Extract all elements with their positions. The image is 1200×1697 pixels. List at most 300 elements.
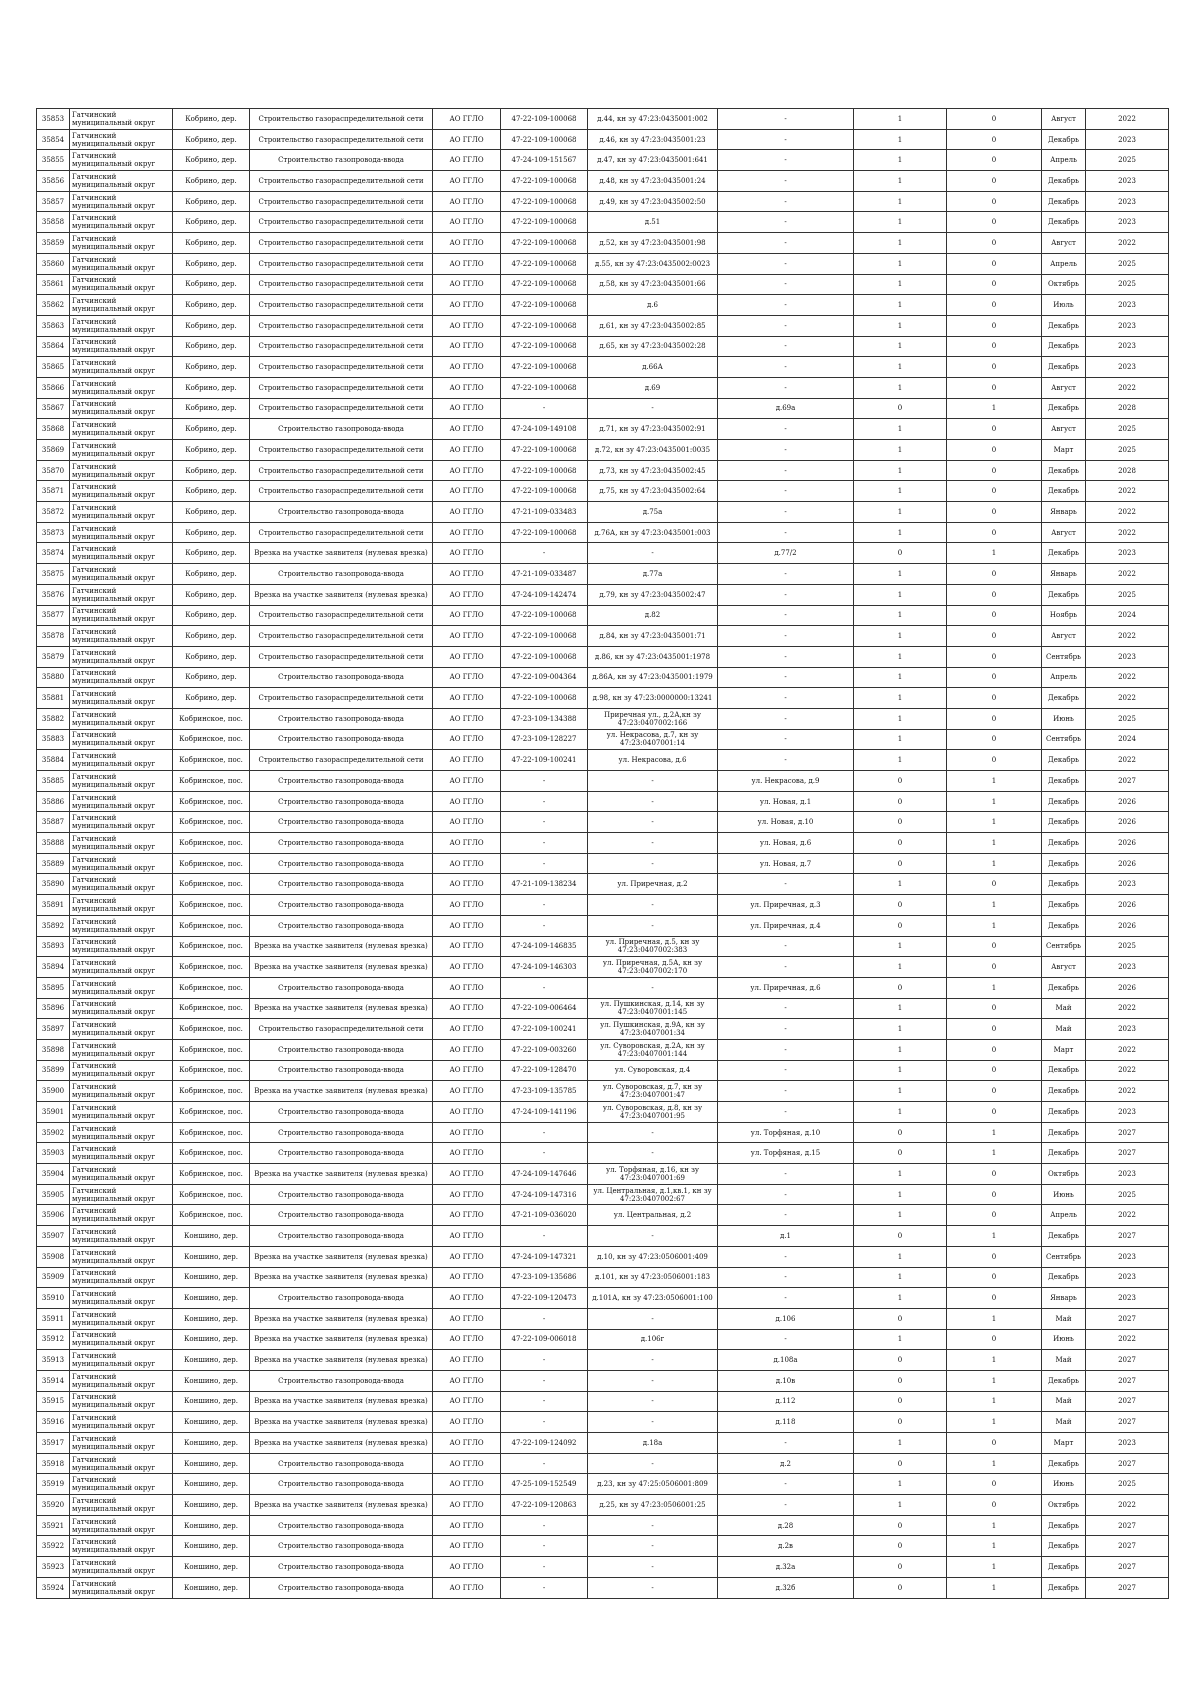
- cell-settlement: Коншино, дер.: [173, 1433, 250, 1454]
- cell-settlement: Кобрино, дер.: [173, 274, 250, 295]
- cell-organization: АО ГГЛО: [433, 833, 501, 854]
- cell-work-type: Врезка на участке заявителя (нулевая врезка): [250, 1246, 433, 1267]
- cell-address-with-cadastre: -: [588, 915, 718, 936]
- cell-application-number: 47-22-109-100068: [501, 109, 588, 130]
- cell-planned-address: д.108а: [718, 1350, 854, 1371]
- table-row: [37, 729, 1169, 750]
- table-row: [37, 460, 1169, 481]
- cell-row-number: 35854: [37, 129, 70, 150]
- cell-row-number: 35905: [37, 1184, 70, 1205]
- cell-month: Декабрь: [1042, 874, 1086, 895]
- cell-row-number: 35922: [37, 1536, 70, 1557]
- cell-organization: АО ГГЛО: [433, 398, 501, 419]
- table-row: [37, 667, 1169, 688]
- cell-work-type: Врезка на участке заявителя (нулевая врезка): [250, 1308, 433, 1329]
- cell-address-with-cadastre: д.58, кн зу 47:23:0435001:66: [588, 274, 718, 295]
- cell-municipality: Гатчинский муниципальный округ: [70, 708, 173, 729]
- cell-planned-address: -: [718, 233, 854, 254]
- cell-address-with-cadastre: д.79, кн зу 47:23:0435002:47: [588, 584, 718, 605]
- cell-planned-address: д.2в: [718, 1536, 854, 1557]
- cell-address-with-cadastre: д.49, кн зу 47:23:0435002:50: [588, 191, 718, 212]
- cell-municipality: Гатчинский муниципальный округ: [70, 874, 173, 895]
- cell-address-with-cadastre: д.47, кн зу 47:23:0435001:641: [588, 150, 718, 171]
- table-row: [37, 1060, 1169, 1081]
- cell-row-number: 35904: [37, 1164, 70, 1185]
- cell-count-planned: 0: [947, 460, 1042, 481]
- cell-application-number: 47-22-109-120473: [501, 1288, 588, 1309]
- cell-organization: АО ГГЛО: [433, 874, 501, 895]
- cell-count-connected: 0: [854, 771, 947, 792]
- cell-count-planned: 0: [947, 357, 1042, 378]
- cell-work-type: Строительство газопровода-ввода: [250, 1288, 433, 1309]
- cell-municipality: Гатчинский муниципальный округ: [70, 1453, 173, 1474]
- cell-application-number: -: [501, 1122, 588, 1143]
- cell-work-type: Строительство газораспределительной сети: [250, 253, 433, 274]
- cell-municipality: Гатчинский муниципальный округ: [70, 584, 173, 605]
- cell-work-type: Строительство газопровода-ввода: [250, 1102, 433, 1123]
- cell-count-connected: 1: [854, 522, 947, 543]
- cell-address-with-cadastre: д.23, кн зу 47:25:0506001:809: [588, 1474, 718, 1495]
- cell-planned-address: д.69а: [718, 398, 854, 419]
- cell-municipality: Гатчинский муниципальный округ: [70, 315, 173, 336]
- cell-count-connected: 1: [854, 1433, 947, 1454]
- cell-municipality: Гатчинский муниципальный округ: [70, 502, 173, 523]
- cell-year: 2023: [1086, 1164, 1169, 1185]
- cell-work-type: Строительство газопровода-ввода: [250, 150, 433, 171]
- cell-organization: АО ГГЛО: [433, 605, 501, 626]
- cell-settlement: Кобринское, пос.: [173, 708, 250, 729]
- cell-count-connected: 1: [854, 605, 947, 626]
- cell-count-planned: 0: [947, 605, 1042, 626]
- cell-count-planned: 1: [947, 1308, 1042, 1329]
- cell-count-connected: 0: [854, 1308, 947, 1329]
- cell-count-connected: 0: [854, 1557, 947, 1578]
- cell-address-with-cadastre: д.66А: [588, 357, 718, 378]
- cell-settlement: Кобринское, пос.: [173, 1143, 250, 1164]
- register-rows: [37, 109, 1169, 1599]
- cell-planned-address: ул. Торфяная, д.10: [718, 1122, 854, 1143]
- cell-municipality: Гатчинский муниципальный округ: [70, 750, 173, 771]
- cell-planned-address: -: [718, 502, 854, 523]
- cell-work-type: Строительство газораспределительной сети: [250, 274, 433, 295]
- cell-count-connected: 1: [854, 419, 947, 440]
- cell-count-planned: 0: [947, 667, 1042, 688]
- cell-year: 2023: [1086, 543, 1169, 564]
- cell-application-number: 47-23-109-134388: [501, 708, 588, 729]
- cell-planned-address: -: [718, 1246, 854, 1267]
- cell-count-connected: 1: [854, 646, 947, 667]
- cell-work-type: Строительство газопровода-ввода: [250, 1060, 433, 1081]
- cell-work-type: Строительство газопровода-ввода: [250, 915, 433, 936]
- cell-planned-address: д.1: [718, 1226, 854, 1247]
- cell-month: Август: [1042, 233, 1086, 254]
- cell-year: 2022: [1086, 998, 1169, 1019]
- cell-settlement: Кобрино, дер.: [173, 522, 250, 543]
- cell-planned-address: -: [718, 315, 854, 336]
- cell-application-number: 47-22-109-120863: [501, 1495, 588, 1516]
- cell-address-with-cadastre: д.77а: [588, 564, 718, 585]
- cell-count-planned: 1: [947, 398, 1042, 419]
- cell-work-type: Врезка на участке заявителя (нулевая врезка): [250, 1267, 433, 1288]
- cell-work-type: Строительство газопровода-ввода: [250, 895, 433, 916]
- cell-row-number: 35882: [37, 708, 70, 729]
- cell-count-planned: 1: [947, 977, 1042, 998]
- cell-month: Май: [1042, 1412, 1086, 1433]
- cell-planned-address: -: [718, 1205, 854, 1226]
- cell-row-number: 35909: [37, 1267, 70, 1288]
- cell-work-type: Врезка на участке заявителя (нулевая врезка): [250, 1081, 433, 1102]
- cell-count-connected: 0: [854, 791, 947, 812]
- cell-municipality: Гатчинский муниципальный округ: [70, 1329, 173, 1350]
- cell-settlement: Кобринское, пос.: [173, 729, 250, 750]
- cell-count-connected: 0: [854, 895, 947, 916]
- cell-municipality: Гатчинский муниципальный округ: [70, 253, 173, 274]
- cell-count-planned: 1: [947, 1453, 1042, 1474]
- cell-address-with-cadastre: д.106г: [588, 1329, 718, 1350]
- cell-organization: АО ГГЛО: [433, 1122, 501, 1143]
- cell-row-number: 35895: [37, 977, 70, 998]
- cell-organization: АО ГГЛО: [433, 1412, 501, 1433]
- cell-count-planned: 0: [947, 129, 1042, 150]
- cell-row-number: 35880: [37, 667, 70, 688]
- cell-month: Декабрь: [1042, 771, 1086, 792]
- table-row: [37, 274, 1169, 295]
- cell-municipality: Гатчинский муниципальный округ: [70, 791, 173, 812]
- cell-address-with-cadastre: д.98, кн зу 47:23:0000000:13241: [588, 688, 718, 709]
- cell-application-number: 47-22-109-100068: [501, 336, 588, 357]
- cell-planned-address: -: [718, 1164, 854, 1185]
- cell-work-type: Строительство газораспределительной сети: [250, 688, 433, 709]
- cell-settlement: Кобрино, дер.: [173, 460, 250, 481]
- table-row: [37, 1577, 1169, 1598]
- cell-organization: АО ГГЛО: [433, 336, 501, 357]
- cell-month: Март: [1042, 440, 1086, 461]
- cell-work-type: Строительство газопровода-ввода: [250, 1226, 433, 1247]
- cell-planned-address: -: [718, 646, 854, 667]
- cell-municipality: Гатчинский муниципальный округ: [70, 1226, 173, 1247]
- cell-planned-address: -: [718, 626, 854, 647]
- cell-count-connected: 1: [854, 171, 947, 192]
- cell-organization: АО ГГЛО: [433, 233, 501, 254]
- cell-count-planned: 0: [947, 564, 1042, 585]
- cell-planned-address: -: [718, 150, 854, 171]
- cell-month: Декабрь: [1042, 191, 1086, 212]
- cell-address-with-cadastre: д.71, кн зу 47:23:0435002:91: [588, 419, 718, 440]
- cell-organization: АО ГГЛО: [433, 543, 501, 564]
- cell-planned-address: -: [718, 460, 854, 481]
- cell-year: 2027: [1086, 1536, 1169, 1557]
- cell-organization: АО ГГЛО: [433, 129, 501, 150]
- cell-municipality: Гатчинский муниципальный округ: [70, 1060, 173, 1081]
- cell-planned-address: -: [718, 522, 854, 543]
- table-row: [37, 1453, 1169, 1474]
- table-row: [37, 191, 1169, 212]
- cell-work-type: Строительство газопровода-ввода: [250, 1205, 433, 1226]
- cell-year: 2027: [1086, 1226, 1169, 1247]
- cell-row-number: 35903: [37, 1143, 70, 1164]
- cell-municipality: Гатчинский муниципальный округ: [70, 998, 173, 1019]
- cell-work-type: Строительство газораспределительной сети: [250, 522, 433, 543]
- cell-application-number: 47-22-109-100241: [501, 1019, 588, 1040]
- cell-row-number: 35876: [37, 584, 70, 605]
- cell-month: Декабрь: [1042, 1557, 1086, 1578]
- cell-settlement: Кобрино, дер.: [173, 150, 250, 171]
- cell-planned-address: -: [718, 605, 854, 626]
- cell-year: 2026: [1086, 791, 1169, 812]
- cell-organization: АО ГГЛО: [433, 440, 501, 461]
- cell-organization: АО ГГЛО: [433, 1102, 501, 1123]
- cell-planned-address: -: [718, 1433, 854, 1454]
- cell-planned-address: ул. Приречная, д.3: [718, 895, 854, 916]
- cell-work-type: Строительство газопровода-ввода: [250, 853, 433, 874]
- cell-municipality: Гатчинский муниципальный округ: [70, 812, 173, 833]
- cell-address-with-cadastre: -: [588, 543, 718, 564]
- cell-count-planned: 1: [947, 1226, 1042, 1247]
- cell-row-number: 35863: [37, 315, 70, 336]
- cell-address-with-cadastre: -: [588, 853, 718, 874]
- cell-address-with-cadastre: ул. Некрасова, д.6: [588, 750, 718, 771]
- cell-work-type: Врезка на участке заявителя (нулевая врезка): [250, 1391, 433, 1412]
- cell-municipality: Гатчинский муниципальный округ: [70, 688, 173, 709]
- cell-organization: АО ГГЛО: [433, 1577, 501, 1598]
- table-row: [37, 1329, 1169, 1350]
- cell-address-with-cadastre: д.72, кн зу 47:23:0435001:0035: [588, 440, 718, 461]
- cell-row-number: 35921: [37, 1515, 70, 1536]
- cell-year: 2027: [1086, 1143, 1169, 1164]
- cell-settlement: Кобрино, дер.: [173, 109, 250, 130]
- cell-year: 2026: [1086, 833, 1169, 854]
- cell-year: 2027: [1086, 1577, 1169, 1598]
- cell-planned-address: -: [718, 212, 854, 233]
- cell-address-with-cadastre: -: [588, 1391, 718, 1412]
- cell-application-number: 47-22-109-100068: [501, 253, 588, 274]
- cell-planned-address: д.32б: [718, 1577, 854, 1598]
- table-row: [37, 1019, 1169, 1040]
- cell-address-with-cadastre: д.52, кн зу 47:23:0435001:98: [588, 233, 718, 254]
- cell-year: 2025: [1086, 253, 1169, 274]
- cell-municipality: Гатчинский муниципальный округ: [70, 295, 173, 316]
- cell-count-planned: 0: [947, 315, 1042, 336]
- cell-count-connected: 0: [854, 1226, 947, 1247]
- cell-count-planned: 0: [947, 233, 1042, 254]
- cell-year: 2022: [1086, 626, 1169, 647]
- cell-month: Май: [1042, 998, 1086, 1019]
- cell-row-number: 35871: [37, 481, 70, 502]
- cell-settlement: Коншино, дер.: [173, 1577, 250, 1598]
- cell-count-connected: 1: [854, 377, 947, 398]
- cell-planned-address: -: [718, 171, 854, 192]
- cell-address-with-cadastre: -: [588, 833, 718, 854]
- cell-organization: АО ГГЛО: [433, 646, 501, 667]
- cell-count-connected: 0: [854, 1391, 947, 1412]
- cell-municipality: Гатчинский муниципальный округ: [70, 667, 173, 688]
- cell-count-planned: 1: [947, 1350, 1042, 1371]
- cell-year: 2028: [1086, 398, 1169, 419]
- cell-month: Август: [1042, 419, 1086, 440]
- cell-organization: АО ГГЛО: [433, 377, 501, 398]
- cell-planned-address: -: [718, 109, 854, 130]
- cell-address-with-cadastre: д.101А, кн зу 47:23:0506001:100: [588, 1288, 718, 1309]
- cell-organization: АО ГГЛО: [433, 522, 501, 543]
- cell-municipality: Гатчинский муниципальный округ: [70, 274, 173, 295]
- cell-address-with-cadastre: ул. Суворовская, д.7, кн зу 47:23:0407001:47: [588, 1081, 718, 1102]
- table-row: [37, 1081, 1169, 1102]
- table-row: [37, 1039, 1169, 1060]
- cell-address-with-cadastre: -: [588, 1577, 718, 1598]
- cell-count-planned: 1: [947, 1412, 1042, 1433]
- cell-organization: АО ГГЛО: [433, 1453, 501, 1474]
- cell-address-with-cadastre: ул. Приречная, д.5, кн зу 47:23:0407002:383: [588, 936, 718, 957]
- cell-row-number: 35896: [37, 998, 70, 1019]
- cell-count-planned: 0: [947, 1474, 1042, 1495]
- cell-application-number: -: [501, 1453, 588, 1474]
- cell-settlement: Кобринское, пос.: [173, 771, 250, 792]
- cell-application-number: 47-22-109-100068: [501, 688, 588, 709]
- cell-year: 2022: [1086, 1081, 1169, 1102]
- cell-application-number: 47-22-109-100068: [501, 274, 588, 295]
- cell-count-planned: 1: [947, 1122, 1042, 1143]
- cell-application-number: -: [501, 1143, 588, 1164]
- cell-count-planned: 0: [947, 274, 1042, 295]
- cell-municipality: Гатчинский муниципальный округ: [70, 150, 173, 171]
- cell-settlement: Коншино, дер.: [173, 1557, 250, 1578]
- cell-organization: АО ГГЛО: [433, 502, 501, 523]
- cell-organization: АО ГГЛО: [433, 977, 501, 998]
- cell-organization: АО ГГЛО: [433, 109, 501, 130]
- cell-month: Ноябрь: [1042, 605, 1086, 626]
- cell-planned-address: д.28: [718, 1515, 854, 1536]
- cell-address-with-cadastre: д.75а: [588, 502, 718, 523]
- cell-organization: АО ГГЛО: [433, 957, 501, 978]
- cell-month: Май: [1042, 1350, 1086, 1371]
- cell-municipality: Гатчинский муниципальный округ: [70, 129, 173, 150]
- cell-planned-address: ул. Новая, д.7: [718, 853, 854, 874]
- cell-organization: АО ГГЛО: [433, 708, 501, 729]
- cell-month: Июнь: [1042, 1329, 1086, 1350]
- cell-year: 2022: [1086, 688, 1169, 709]
- cell-row-number: 35862: [37, 295, 70, 316]
- cell-month: Декабрь: [1042, 543, 1086, 564]
- cell-year: 2023: [1086, 315, 1169, 336]
- cell-count-connected: 1: [854, 1267, 947, 1288]
- cell-address-with-cadastre: -: [588, 1536, 718, 1557]
- table-row: [37, 1164, 1169, 1185]
- cell-work-type: Строительство газораспределительной сети: [250, 377, 433, 398]
- cell-row-number: 35883: [37, 729, 70, 750]
- cell-count-connected: 1: [854, 253, 947, 274]
- cell-settlement: Кобрино, дер.: [173, 253, 250, 274]
- cell-year: 2022: [1086, 564, 1169, 585]
- cell-work-type: Строительство газопровода-ввода: [250, 502, 433, 523]
- table-row: [37, 626, 1169, 647]
- cell-row-number: 35868: [37, 419, 70, 440]
- cell-row-number: 35885: [37, 771, 70, 792]
- cell-month: Декабрь: [1042, 1453, 1086, 1474]
- cell-planned-address: ул. Некрасова, д.9: [718, 771, 854, 792]
- cell-work-type: Строительство газораспределительной сети: [250, 233, 433, 254]
- cell-work-type: Строительство газопровода-ввода: [250, 1577, 433, 1598]
- cell-count-planned: 1: [947, 1577, 1042, 1598]
- cell-application-number: -: [501, 1577, 588, 1598]
- table-row: [37, 688, 1169, 709]
- cell-work-type: Строительство газораспределительной сети: [250, 398, 433, 419]
- cell-settlement: Кобринское, пос.: [173, 1060, 250, 1081]
- cell-work-type: Строительство газопровода-ввода: [250, 874, 433, 895]
- cell-year: 2025: [1086, 1474, 1169, 1495]
- cell-month: Декабрь: [1042, 977, 1086, 998]
- cell-municipality: Гатчинский муниципальный округ: [70, 171, 173, 192]
- cell-year: 2027: [1086, 1350, 1169, 1371]
- cell-settlement: Кобрино, дер.: [173, 605, 250, 626]
- cell-month: Декабрь: [1042, 1536, 1086, 1557]
- cell-planned-address: -: [718, 1329, 854, 1350]
- cell-settlement: Коншино, дер.: [173, 1350, 250, 1371]
- cell-settlement: Кобрино, дер.: [173, 502, 250, 523]
- cell-count-connected: 1: [854, 502, 947, 523]
- cell-count-planned: 0: [947, 1039, 1042, 1060]
- cell-row-number: 35873: [37, 522, 70, 543]
- cell-municipality: Гатчинский муниципальный округ: [70, 1246, 173, 1267]
- cell-work-type: Строительство газораспределительной сети: [250, 605, 433, 626]
- cell-municipality: Гатчинский муниципальный округ: [70, 729, 173, 750]
- cell-month: Октябрь: [1042, 274, 1086, 295]
- table-row: [37, 398, 1169, 419]
- cell-year: 2022: [1086, 1495, 1169, 1516]
- cell-month: Август: [1042, 522, 1086, 543]
- cell-year: 2027: [1086, 1391, 1169, 1412]
- cell-address-with-cadastre: -: [588, 1122, 718, 1143]
- cell-application-number: 47-22-109-100068: [501, 646, 588, 667]
- table-row: [37, 377, 1169, 398]
- cell-planned-address: -: [718, 1039, 854, 1060]
- cell-planned-address: -: [718, 1184, 854, 1205]
- cell-settlement: Коншино, дер.: [173, 1391, 250, 1412]
- cell-row-number: 35892: [37, 915, 70, 936]
- cell-organization: АО ГГЛО: [433, 1246, 501, 1267]
- cell-count-planned: 0: [947, 1102, 1042, 1123]
- cell-count-planned: 1: [947, 771, 1042, 792]
- cell-organization: АО ГГЛО: [433, 1226, 501, 1247]
- cell-month: Июль: [1042, 295, 1086, 316]
- table-row: [37, 1267, 1169, 1288]
- cell-month: Декабрь: [1042, 481, 1086, 502]
- cell-work-type: Строительство газопровода-ввода: [250, 708, 433, 729]
- cell-count-connected: 0: [854, 1515, 947, 1536]
- cell-work-type: Строительство газопровода-ввода: [250, 771, 433, 792]
- cell-month: Июнь: [1042, 1474, 1086, 1495]
- cell-month: Май: [1042, 1019, 1086, 1040]
- cell-count-connected: 1: [854, 688, 947, 709]
- cell-row-number: 35879: [37, 646, 70, 667]
- cell-count-planned: 0: [947, 998, 1042, 1019]
- cell-application-number: 47-22-109-100068: [501, 377, 588, 398]
- cell-work-type: Строительство газораспределительной сети: [250, 315, 433, 336]
- cell-work-type: Строительство газопровода-ввода: [250, 1474, 433, 1495]
- cell-year: 2023: [1086, 957, 1169, 978]
- table-row: [37, 1391, 1169, 1412]
- table-row: [37, 150, 1169, 171]
- cell-address-with-cadastre: ул. Приречная, д.2: [588, 874, 718, 895]
- cell-application-number: 47-22-109-100068: [501, 171, 588, 192]
- cell-settlement: Коншино, дер.: [173, 1329, 250, 1350]
- cell-application-number: -: [501, 1370, 588, 1391]
- cell-row-number: 35888: [37, 833, 70, 854]
- cell-application-number: 47-22-109-100068: [501, 212, 588, 233]
- cell-application-number: -: [501, 1226, 588, 1247]
- cell-row-number: 35923: [37, 1557, 70, 1578]
- cell-count-planned: 0: [947, 1246, 1042, 1267]
- cell-address-with-cadastre: -: [588, 398, 718, 419]
